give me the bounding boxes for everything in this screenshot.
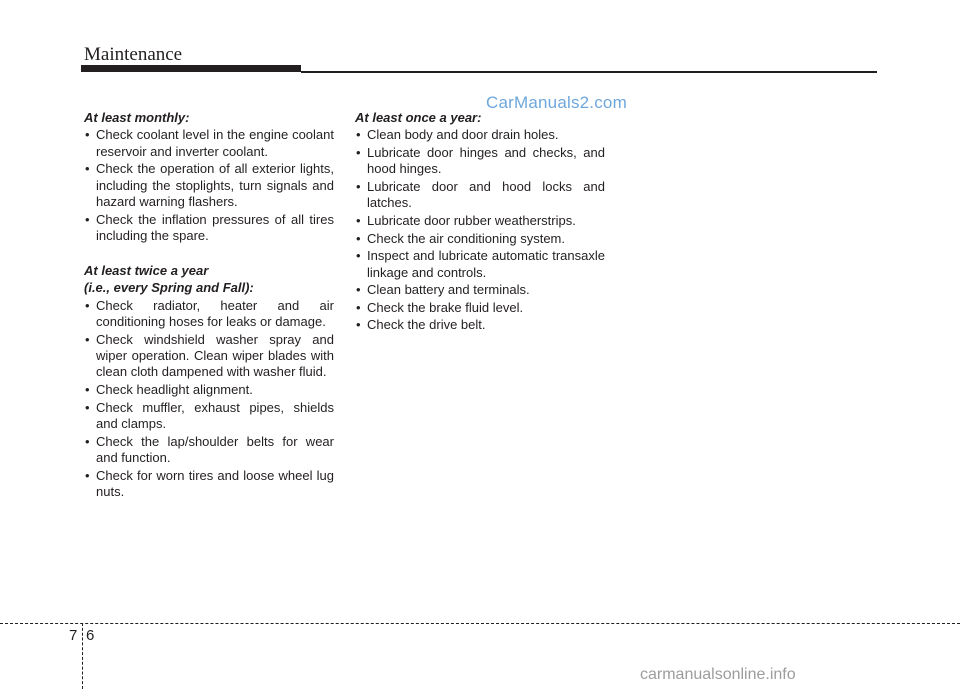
bullet-icon: • (85, 399, 90, 415)
bullet-icon: • (85, 331, 90, 347)
bullet-icon: • (85, 161, 90, 177)
page-number: 6 (86, 627, 95, 644)
list-item: • Check the operation of all exterior lights, including the stoplights, turn signals and hazard warning flashers. (85, 161, 334, 210)
bullet-icon: • (356, 282, 361, 298)
page-title: Maintenance (84, 44, 183, 65)
bullet-icon: • (356, 317, 361, 333)
chapter-number: 7 (69, 627, 78, 644)
bullet-icon: • (85, 433, 90, 449)
list-item: • Clean battery and terminals. (356, 282, 530, 298)
section-heading-monthly: At least monthly: (84, 110, 190, 125)
list-item: • Lubricate door rubber weatherstrips. (356, 213, 576, 228)
bullet-icon: • (85, 127, 90, 143)
section-subheading-twice: (i.e., every Spring and Fall): (84, 280, 254, 296)
list-item: • Lubricate door and hood locks and latches. (356, 179, 605, 211)
list-item: • Inspect and lubricate automatic transaxle linkage and controls. (356, 248, 605, 280)
bullet-icon: • (85, 382, 90, 398)
bullet-icon: • (356, 248, 361, 264)
header-rule-thick (81, 65, 301, 72)
list-item: • Check for worn tires and loose wheel lug nuts. (85, 467, 334, 500)
footer-divider (82, 623, 83, 689)
bullet-icon: • (356, 213, 361, 228)
bullet-icon: • (356, 145, 361, 160)
list-item: • Check the air conditioning system. (356, 230, 565, 246)
footer-rule (0, 623, 960, 624)
list-item: • Check muffler, exhaust pipes, shields and clamps. (85, 399, 334, 432)
bullet-icon: • (356, 230, 361, 246)
bullet-icon: • (85, 211, 90, 227)
list-item: • Check headlight alignment. (85, 382, 253, 398)
bullet-icon: • (356, 299, 361, 315)
section-heading-yearly: At least once a year: (355, 110, 482, 125)
bullet-icon: • (85, 297, 90, 313)
left-column (84, 110, 334, 502)
list-item: • Check the drive belt. (356, 317, 486, 333)
list-yearly (355, 127, 605, 333)
section-spacer (84, 246, 334, 263)
list-item: • Check coolant level in the engine coolant reservoir and inverter coolant. (85, 127, 334, 159)
list-twice (84, 298, 334, 501)
list-item: • Check windshield washer spray and wiper operation. Clean wiper blades with clean cloth dampened with washer fluid. (85, 331, 334, 380)
list-item: • Check the lap/shoulder belts for wear and function. (85, 433, 334, 466)
bullet-icon: • (356, 179, 361, 194)
bullet-icon: • (85, 467, 90, 483)
right-column (355, 110, 605, 335)
site-watermark-link[interactable]: carmanualsonline.info (640, 666, 796, 683)
list-item: • Check the brake fluid level. (356, 299, 524, 315)
list-item: • Clean body and door drain holes. (356, 127, 559, 143)
bullet-icon: • (356, 127, 361, 143)
list-monthly (84, 127, 334, 244)
header-rule-thin (301, 71, 877, 73)
watermark-link[interactable]: CarManuals2.com (486, 93, 627, 112)
list-item: • Check radiator, heater and air conditioning hoses for leaks or damage. (85, 297, 334, 330)
section-heading-twice: At least twice a year (84, 262, 209, 278)
list-item: • Check the inflation pressures of all tires including the spare. (85, 211, 334, 244)
list-item: • Lubricate door hinges and checks, and hood hinges. (356, 145, 605, 177)
